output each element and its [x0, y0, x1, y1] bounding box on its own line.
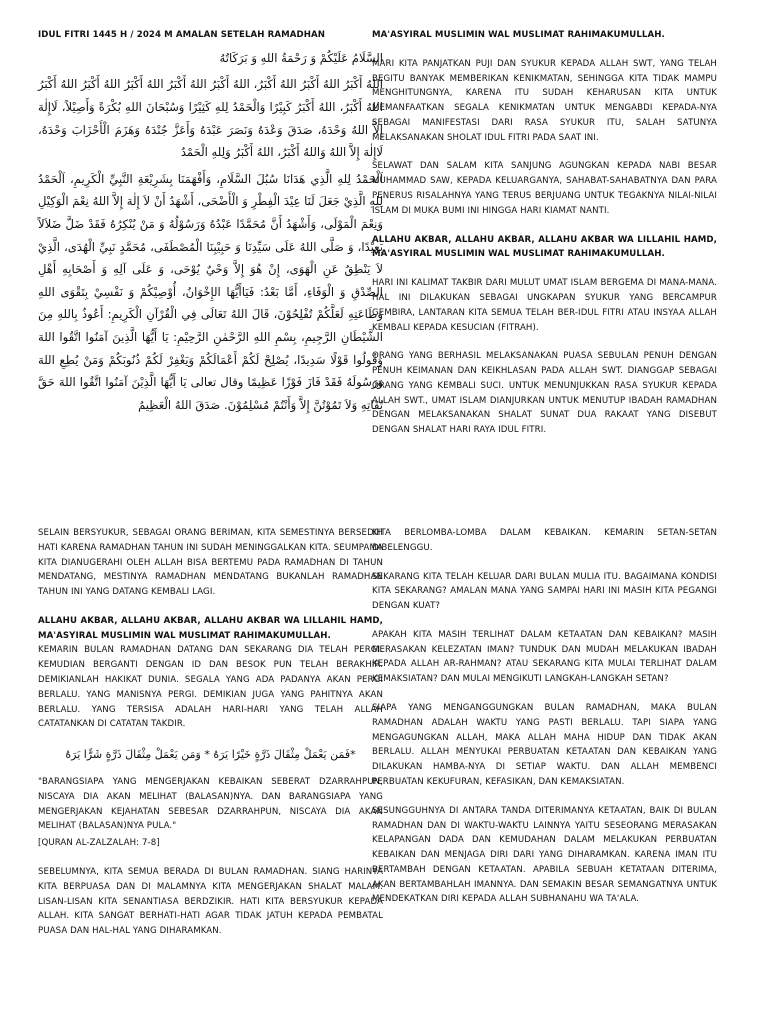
column-top-left	[38, 28, 383, 420]
ayah-reference: [QURAN AL-ZALZALAH: 7-8]	[38, 838, 160, 849]
column-top-right	[372, 28, 717, 452]
arabic-ayah: *فَمَن يَعْمَلْ مِثْقَالَ ذَرَّةٍ خَيْرًا يَرَهُ * وَمَن يَعْمَلْ مِثْقَالَ ذَرَّةٍ شَرًّا يَرَهُ	[65, 748, 356, 762]
ayah-translation: "BARANGSIAPA YANG MENGERJAKAN KEBAIKAN SEBERAT DZARRAHPUN, NISCAYA DIA AKAN MELIHAT (BALASAN)NYA. DAN BARANGSIAPA YANG MENGERJAKAN KEJAHATAN SEBESAR DZARRAHPUN, NISCAYA DIA AKAN MELIHAT (BALASAN)NYA PULA."	[38, 777, 383, 832]
paragraph: KITA BERLOMBA-LOMBA DALAM KEBAIKAN. KEMARIN SETAN-SETAN DIBELENGGU.	[372, 528, 717, 553]
paragraph: HARI INI KALIMAT TAKBIR DARI MULUT UMAT ISLAM BERGEMA DI MANA-MANA. HAL INI DILAKUKAN SEBAGAI UNGKAPAN SYUKUR YANG BERCAMPUR GEMBIRA, LANTARAN KITA SEMUA TELAH BER-IDUL FITRI ATAU INSYAA ALLAH KEMBALI KEPADA KESUCIAN (FITRAH).	[372, 278, 717, 333]
paragraph: SEKARANG KITA TELAH KELUAR DARI BULAN MULIA ITU. BAGAIMANA KONDISI KITA SEKARANG? AMALAN MANA YANG SAMPAI HARI INI MASIH KITA PEGANGI DENGAN KUAT?	[372, 571, 717, 612]
paragraph: SEBELUMNYA, KITA SEMUA BERADA DI BULAN RAMADHAN. SIANG HARINYA KITA BERPUASA DAN DI MALAMNYA KITA MENGERJAKAN SHALAT MALAM. LISAN-LISAN KITA SENANTIASA BERDZIKIR. HATI KITA BERSYUKUR KEPADA ALLAH. KITA SANGAT BERHATI-HATI AGAR TIDAK JATUH KEPADA PEMBATAL PUASA DAN HAL-HAL YANG DIHARAMKAN.	[38, 866, 383, 937]
section-heading: ALLAHU AKBAR, ALLAHU AKBAR, ALLAHU AKBAR WA LILLAHIL HAMD, MA'ASYIRAL MUSLIMIN WAL MUSLIMAT RAHIMAKUMULLAH.	[372, 234, 717, 260]
paragraph: SESUNGGUHNYA DI ANTARA TANDA DITERIMANYA KETAATAN, BAIK DI BULAN RAMADHAN DAN DI WAKTU-WAKTU LAINNYA YAITU SESEORANG MERASAKAN KELAPANGAN DADA DAN KEMUDAHAN DALAM MELAKUKAN PERBUATAN KEBAIKAN DAN MENJAGA DIRI DARI YANG DIHARAMKAN. KARENA IMAN ITU BERTAMBAH DENGAN KETAATAN. APABILA SEBUAH KETATAAN DITERIMA, AKAN BERTAMBAHLAH IMANNYA. DAN SEMAKIN BESAR SEMANGATNYA UNTUK MENDEKATKAN DIRI KEPADA ALLAH SUBHANAHU WA TA'ALA.	[372, 805, 717, 905]
arabic-takbir: اللهُ أَكْبَرُ اللهُ أَكْبَرُ اللهُ أَكْبَرُ، اللهُ أَكْبَرُ اللهُ أَكْبَرُ اللهُ أَكْبَرُ اللهُ أَكْبَرُ اللهُ أَكْبَرُ اللهُ أَكْبَرُ، اللهُ أَكْبَرُ كَبِيْرًا وَالْحَمْدُ لِلهِ كَثِيْرًا وَسُبْحَانَ اللهِ بُكْرَةً وَأَصِيْلاً، لَاإِلٰهَ إِلاَّ اللهُ وَحْدَهُ، صَدَقَ وَعْدَهُ وَنَصَرَ عَبْدَهُ وَأَعَزَّ جُنْدَهُ وَهَزَمَ الْأَحْزَابَ وَحْدَهُ، لَاإِلٰهَ إِلاَّ اللهُ وَاللهُ أَكْبَرُ، اللهُ أَكْبَرُ وَلِلهِ الْحَمْدُ	[38, 77, 383, 160]
column-bottom-left	[38, 526, 383, 953]
paragraph: SIAPA YANG MENGANGGUNGKAN BULAN RAMADHAN, MAKA BULAN RAMADHAN ADALAH WAKTU YANG PASTI BERLALU. TAPI SIAPA YANG MENGAGUNGKAN ALLAH, MAKA ALLAH MAHA HIDUP DAN TIDAK AKAN BERLALU. ALLAH MENYUKAI PERBUATAN KETAATAN DAN KEBAIKAN YANG DILAKUKAN HAMBA-NYA DI SETIAP WAKTU. DAN ALLAH MEMBENCI PERBUATAN KEKUFURAN, KEFASIKAN, DAN KEMAKSIATAN.	[372, 703, 717, 787]
paragraph: ORANG YANG BERHASIL MELAKSANAKAN PUASA SEBULAN PENUH DENGAN PENUH KEIMANAN DAN KEIKHLASAN PADA ALLAH SWT. DIANGGAP SEBAGAI ORANG YANG KEMBALI SUCI. UNTUK MENUNJUKKAN RASA SYUKUR KEPADA ALLAH SWT., UMAT ISLAM DIANJURKAN UNTUK MENUTUP IBADAH RAMADHAN DENGAN MELAKSANAKAN SHALAT SUNAT DUA RAKAAT YANG DISEBUT DENGAN SHALAT HARI RAYA IDUL FITRI.	[372, 351, 717, 436]
column-bottom-right	[372, 526, 717, 921]
paragraph: MARI KITA PANJATKAN PUJI DAN SYUKUR KEPADA ALLAH SWT, YANG TELAH BEGITU BANYAK MEMBERIKAN KENIKMATAN, SEHINGGA KITA TIDAK MAMPU MENGHITUNGNYA, KARENA ITU SUDAH KEHARUSAN KITA UNTUK MEMANFAATKAN SEGALA KENIKMATAN UNTUK MENGABDI KEPADA-NYA SEBAGAI MANIFESTASI DARI RASA SYUKUR ITU, SALAH SATUNYA MELAKSANAKAN SHOLAT IDUL FITRI PADA SAAT INI.	[372, 58, 717, 143]
section-heading: MA'ASYIRAL MUSLIMIN WAL MUSLIMAT RAHIMAKUMULLAH.	[372, 30, 665, 40]
paragraph: SELAWAT DAN SALAM KITA SANJUNG AGUNGKAN KEPADA NABI BESAR MUHAMMAD SAW, KEPADA KELUARGANYA, SAHABAT-SAHABATNYA DAN PARA PENERUS RISALAHNYA YANG TERUS BERJUANG UNTUK TEGAKNYA NILAI-NILAI ISLAM DI MUKA BUMI INI HINGGA HARI KIAMAT NANTI.	[372, 161, 717, 216]
arabic-salam: السَّلَامُ عَلَيْكُمْ وَ رَحْمَةُ اللهِ وَ بَرَكَاتُهُ	[219, 50, 383, 65]
document-title: IDUL FITRI 1445 H / 2024 M AMALAN SETELAH RAMADHAN	[38, 30, 326, 40]
paragraph: APAKAH KITA MASIH TERLIHAT DALAM KETAATAN DAN KEBAIKAN? MASIH MERASAKAN KELEZATAN IMAN? TUNDUK DAN MUDAH MELAKUKAN IBADAH KEPADA ALLAH AR-RAHMAN? ATAU SEKARANG KITA MULAI TERLIHAT DALAM KEMAKSIATAN? DAN MULAI MENGIKUTI LANGKAH-LANGKAH SETAN?	[372, 629, 717, 685]
paragraph: KEMARIN BULAN RAMADHAN DATANG DAN SEKARANG DIA TELAH PERGI. KEMUDIAN BERGANTI DENGAN ID DAN BESOK PUN TELAH BERAKHIR. DEMIKIANLAH HAKIKAT DUNIA. SEGALA YANG ADA PADANYA AKAN PERGI BERLALU. YANG MANISNYA PERGI. DEMIKIAN JUGA YANG PAHITNYA AKAN BERLALU. YANG TERSISA ADALAH HARI-HARI YANG TELAH ALLAH CATATANKAN DI CATATAN TAKDIR.	[38, 645, 383, 730]
paragraph: SELAIN BERSYUKUR, SEBAGAI ORANG BERIMAN, KITA SEMESTINYA BERSEDIH HATI KARENA RAMADHAN TAHUN INI SUDAH MENINGGALKAN KITA. SEUMPAMA KITA DIANUGERAHI OLEH ALLAH BISA BERTEMU PADA RAMADHAN DI TAHUN MENDATANG, MESTINYA RAMADHAN MENDATANG BUKANLAH RAMADHAN TAHUN INI YANG DATANG KEMBALI LAGI.	[38, 528, 383, 598]
section-heading: ALLAHU AKBAR, ALLAHU AKBAR, ALLAHU AKBAR WA LILLAHIL HAMD, MA'ASYIRAL MUSLIMIN WAL MUSLIMAT RAHIMAKUMULLAH.	[38, 615, 383, 641]
arabic-khutbah-opening: اَلْحَمْدُ لِلهِ الَّذِي هَدَانَا سُبُلَ السَّلَامِ، وَأَفْهَمَنَا بِشَرِيْعَةِ النَّبِيِّ الْكَرِيمِ، اَلْحَمْدُ لِلهِ الَّذِيْ جَعَلَ لَنَا عِيْدَ الْفِطْرِ وَ الْأَضْحَى، أَشْهَدُ أَنْ لاَ إِلٰهَ إِلاَّ اللهُ نِعْمَ الْوَكِيْلِ وَنِعْمَ الْمَوْلَى، وَأَشْهَدُ أَنَّ مُحَمَّدًا عَبْدُهُ وَرَسُوْلُهُ وَ مَنْ يُنْكِرُهُ فَقَدْ ضَلَّ ضَلاَلاً بَعِيْدًا، وَ صَلَّى اللهُ عَلَى سَيِّدِنَا وَ حَبِيْبِنَا الْمُصْطَفَى، مُحَمَّدٍ نَبِيِّ الْهُدَى، الَّذِيْ لاَ يَنْطِقُ عَنِ الْهَوَى، إِنْ هُوَ إِلاَّ وَحْيٌ يُوْحَى، وَ عَلَى آلِهِ وَ أَصْحَابِهِ أَهْلِ الصِّدْقِ وَ الْوَفَاءِ، أَمَّا بَعْدُ: فَيَاأَيُّهَا الإِخْوَانُ، أُوْصِيْكُمْ وَ نَفْسِيْ بِتَقْوَى اللهِ وَطَاعَتِهِ لَعَلَّكُمْ تُفْلِحُوْنَ، قَالَ اللهُ تَعَالَى فِي الْقُرْآنِ الْكَرِيمِ: أَعُوذُ بِاللهِ مِنَ الشَّيْطَانِ الرَّجِيمِ، بِسْمِ اللهِ الرَّحْمٰنِ الرَّحِيْمِ: يَا أَيُّهَا الَّذِينَ آمَنُوا اتَّقُوا اللهَ وَقُولُوا قَوْلًا سَدِيدًا، يُصْلِحْ لَكُمْ أَعْمَالَكُمْ وَيَغْفِرْ لَكُمْ ذُنُوبَكُمْ وَمَنْ يُطِعِ اللهَ وَرَسُولَهُ فَقَدْ فَازَ فَوْزًا عَظِيمًا وقال تعالى يَا أَيُّهَا الَّذِيْنَ آمَنُوا اتَّقُوا اللهَ حَقَّ تُقَاتِهِ وَلاَ تَمُوْتُنَّ إِلاَّ وَأَنْتُمْ مُسْلِمُوْنَ. صَدَقَ اللهُ الْعَظِيمُ	[38, 171, 383, 412]
